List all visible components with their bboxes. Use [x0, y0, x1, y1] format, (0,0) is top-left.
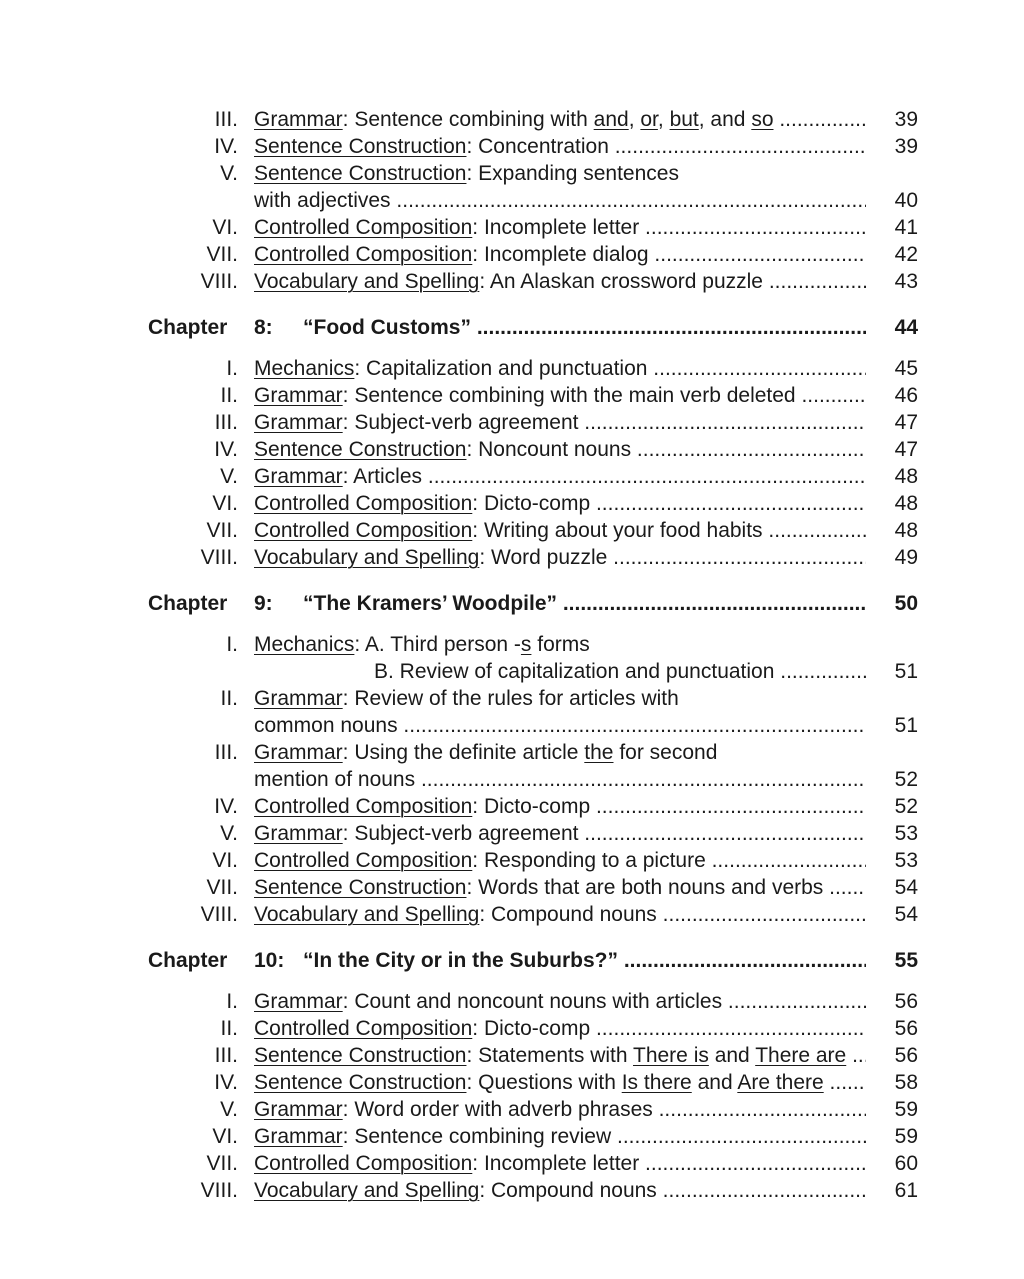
underlined-term: Grammar [254, 1098, 343, 1121]
entry-text-part: : An Alaskan crossword puzzle [479, 270, 763, 293]
underlined-term: Sentence Construction [254, 876, 467, 899]
dot-leader [590, 1017, 866, 1040]
dot-leader [824, 1071, 866, 1094]
page-number: 58 [894, 1071, 918, 1094]
entry-text-part: : Incomplete letter [472, 216, 640, 239]
entry-text-part: : Articles [342, 465, 423, 488]
section-number: VIII. [200, 546, 238, 569]
dot-leader [415, 768, 866, 791]
entry-text-part: : Sentence combining review [342, 1125, 612, 1148]
underlined-term: Grammar [254, 108, 343, 131]
entry-text-part: common nouns [254, 714, 398, 737]
section-number: VII. [206, 243, 238, 266]
entry-text-part: : Statements with [466, 1044, 633, 1067]
section-number: VII. [206, 1152, 238, 1175]
section-number: V. [220, 465, 238, 488]
chapter-title: “Food Customs” [303, 316, 471, 339]
section-number: II. [220, 1017, 238, 1040]
page-number: 48 [894, 465, 918, 488]
underlined-term: Grammar [254, 411, 343, 434]
entry-text-part: : Sentence combining with [342, 108, 594, 131]
chapter-heading [0, 314, 1024, 341]
entry-text-part: for second [613, 741, 718, 764]
dot-leader [774, 660, 866, 683]
page-number: 48 [894, 519, 918, 542]
page-number: 39 [894, 135, 918, 158]
dot-leader [774, 108, 867, 131]
entry-text-part: : Concentration [466, 135, 609, 158]
toc-entry [0, 1123, 1024, 1150]
chapter-title-line [303, 314, 866, 341]
entry-text [254, 739, 866, 766]
toc-entry [0, 133, 1024, 160]
entry-text [254, 1123, 866, 1150]
dot-leader [796, 384, 866, 407]
dot-leader [763, 270, 866, 293]
toc-entry [0, 739, 1024, 766]
underlined-term: There are [755, 1044, 847, 1067]
chapter-number: 8: [254, 316, 273, 339]
chapter-label: Chapter [148, 592, 228, 615]
underlined-term: s [520, 633, 532, 656]
page-number: 41 [894, 216, 918, 239]
section-number: VI. [212, 1125, 238, 1148]
page-number: 55 [894, 949, 918, 972]
chapter-heading [0, 947, 1024, 974]
underlined-term: Sentence Construction [254, 162, 467, 185]
entry-text [254, 820, 866, 847]
dot-leader [607, 546, 866, 569]
entry-text [254, 1177, 866, 1204]
toc-entry [0, 241, 1024, 268]
dot-leader [618, 949, 866, 972]
entry-text [254, 874, 866, 901]
toc-entry [0, 355, 1024, 382]
entry-text [254, 1015, 866, 1042]
chapter-title: “The Kramers’ Woodpile” [303, 592, 557, 615]
entry-text [254, 187, 866, 214]
section-number: VIII. [200, 270, 238, 293]
toc-entry [0, 874, 1024, 901]
toc-entry [0, 847, 1024, 874]
toc-entry [0, 436, 1024, 463]
dot-leader [846, 1044, 866, 1067]
table-of-contents [0, 106, 1024, 1204]
entry-text [254, 766, 866, 793]
dot-leader [578, 411, 866, 434]
entry-text-part: with adjectives [254, 189, 391, 212]
entry-text-part: : Using the definite article [342, 741, 585, 764]
page-number: 59 [894, 1098, 918, 1121]
entry-text-part: : Compound nouns [479, 1179, 657, 1202]
entry-text [254, 241, 866, 268]
page-number: 46 [894, 384, 918, 407]
section-number: VI. [212, 216, 238, 239]
chapter-number: 10: [254, 949, 285, 972]
entry-text [254, 631, 866, 658]
entry-text-part: : Word puzzle [479, 546, 608, 569]
entry-text [254, 160, 866, 187]
entry-text [254, 463, 866, 490]
underlined-term: Mechanics [254, 633, 355, 656]
page-number: 52 [894, 768, 918, 791]
page-number: 42 [894, 243, 918, 266]
underlined-term: Vocabulary and Spelling [254, 1179, 480, 1202]
underlined-term: Vocabulary and Spelling [254, 270, 480, 293]
page-number: 56 [894, 1044, 918, 1067]
section-number: III. [214, 1044, 238, 1067]
toc-entry [0, 214, 1024, 241]
toc-entry [0, 268, 1024, 295]
entry-text [254, 436, 866, 463]
entry-text [254, 1096, 866, 1123]
underlined-term: so [751, 108, 774, 131]
page-number: 49 [894, 546, 918, 569]
entry-text-part: : Subject-verb agreement [342, 411, 579, 434]
page-number: 59 [894, 1125, 918, 1148]
toc-entry [0, 766, 1024, 793]
underlined-term: Controlled Composition [254, 492, 473, 515]
section-number: III. [214, 741, 238, 764]
section-number: VII. [206, 876, 238, 899]
section-number: IV. [214, 438, 238, 461]
toc-entry [0, 544, 1024, 571]
toc-entry [0, 1069, 1024, 1096]
entry-text [254, 1042, 866, 1069]
entry-text [254, 685, 866, 712]
entry-text [254, 1069, 866, 1096]
toc-entry [0, 409, 1024, 436]
underlined-term: Controlled Composition [254, 1017, 473, 1040]
entry-text-part: , [657, 108, 670, 131]
underlined-term: Controlled Composition [254, 216, 473, 239]
page-number: 56 [894, 990, 918, 1013]
toc-entry [0, 517, 1024, 544]
entry-text-part: B. Review of capitalization and punctuation [374, 660, 775, 683]
entry-text [254, 382, 866, 409]
entry-text-part: : Dicto-comp [472, 795, 591, 818]
chapter-title-line [303, 590, 866, 617]
underlined-term: but [669, 108, 699, 131]
underlined-term: Grammar [254, 990, 343, 1013]
entry-text [254, 490, 866, 517]
toc-entry [0, 1150, 1024, 1177]
toc-entry [0, 901, 1024, 928]
page-number: 48 [894, 492, 918, 515]
underlined-term: Grammar [254, 741, 343, 764]
section-number: V. [220, 162, 238, 185]
underlined-term: Is there [621, 1071, 692, 1094]
entry-text [254, 268, 866, 295]
underlined-term: Controlled Composition [254, 795, 473, 818]
underlined-term: Grammar [254, 384, 343, 407]
toc-entry [0, 382, 1024, 409]
chapter-label: Chapter [148, 949, 228, 972]
dot-leader [557, 592, 866, 615]
toc-entry [0, 187, 1024, 214]
section-number: I. [226, 357, 238, 380]
entry-text-part: and [691, 1071, 738, 1094]
entry-text-part: : Noncount nouns [466, 438, 632, 461]
dot-leader [398, 714, 866, 737]
entry-text-part: : Words that are both nouns and verbs [466, 876, 824, 899]
dot-leader [649, 243, 866, 266]
page-number: 40 [894, 189, 918, 212]
dot-leader [763, 519, 866, 542]
underlined-term: Controlled Composition [254, 243, 473, 266]
entry-text-part: : Compound nouns [479, 903, 657, 926]
section-number: I. [226, 990, 238, 1013]
page-number: 47 [894, 438, 918, 461]
section-number: I. [226, 633, 238, 656]
dot-leader [647, 357, 866, 380]
section-number: VI. [212, 492, 238, 515]
dot-leader [639, 1152, 866, 1175]
section-number: IV. [214, 1071, 238, 1094]
section-number: IV. [214, 795, 238, 818]
entry-text-part: : Writing about your food habits [472, 519, 763, 542]
page-number: 51 [894, 660, 918, 683]
underlined-term: Controlled Composition [254, 1152, 473, 1175]
dot-leader [706, 849, 866, 872]
entry-text [254, 409, 866, 436]
page-number: 60 [894, 1152, 918, 1175]
page-number: 52 [894, 795, 918, 818]
page-number: 54 [894, 903, 918, 926]
underlined-term: Vocabulary and Spelling [254, 903, 480, 926]
dot-leader [631, 438, 866, 461]
section-number: V. [220, 822, 238, 845]
underlined-term: Sentence Construction [254, 1071, 467, 1094]
page-number: 61 [894, 1179, 918, 1202]
dot-leader [578, 822, 866, 845]
underlined-term: Grammar [254, 822, 343, 845]
entry-text-part: forms [531, 633, 590, 656]
dot-leader [422, 465, 866, 488]
entry-text-part: : Incomplete letter [472, 1152, 640, 1175]
entry-text-part: : Responding to a picture [472, 849, 706, 872]
underlined-term: Vocabulary and Spelling [254, 546, 480, 569]
underlined-term: Sentence Construction [254, 135, 467, 158]
section-number: VII. [206, 519, 238, 542]
entry-text [254, 106, 866, 133]
entry-text-part: : Subject-verb agreement [342, 822, 579, 845]
page-number: 53 [894, 822, 918, 845]
chapter-title: “In the City or in the Suburbs?” [303, 949, 618, 972]
entry-text-part: mention of nouns [254, 768, 416, 791]
entry-text [254, 355, 866, 382]
toc-entry [0, 1042, 1024, 1069]
page-number: 56 [894, 1017, 918, 1040]
chapter-number: 9: [254, 592, 273, 615]
entry-text [254, 847, 866, 874]
dot-leader [590, 492, 866, 515]
page-number: 45 [894, 357, 918, 380]
dot-leader [657, 1179, 866, 1202]
page-number: 39 [894, 108, 918, 131]
section-number: II. [220, 384, 238, 407]
page-number: 54 [894, 876, 918, 899]
entry-text-part: : Review of the rules for articles with [342, 687, 679, 710]
section-number: III. [214, 108, 238, 131]
underlined-term: Sentence Construction [254, 1044, 467, 1067]
entry-text [254, 901, 866, 928]
entry-text [254, 214, 866, 241]
page-number: 50 [894, 592, 918, 615]
toc-entry [0, 685, 1024, 712]
dot-leader [657, 903, 866, 926]
entry-text-part: : Expanding sentences [466, 162, 679, 185]
underlined-term: Sentence Construction [254, 438, 467, 461]
underlined-term: or [640, 108, 658, 131]
page-number: 53 [894, 849, 918, 872]
underlined-term: Grammar [254, 1125, 343, 1148]
dot-leader [611, 1125, 866, 1148]
entry-text [254, 517, 866, 544]
chapter-heading [0, 590, 1024, 617]
dot-leader [471, 316, 866, 339]
section-number: V. [220, 1098, 238, 1121]
dot-leader [653, 1098, 866, 1121]
toc-entry [0, 160, 1024, 187]
entry-text [254, 544, 866, 571]
toc-entry [0, 631, 1024, 658]
entry-text-part: : Sentence combining with the main verb deleted [342, 384, 796, 407]
entry-text [254, 1150, 866, 1177]
toc-entry [0, 463, 1024, 490]
entry-text-part: , [628, 108, 641, 131]
page-number: 44 [894, 316, 918, 339]
underlined-term: and [593, 108, 629, 131]
entry-text [374, 658, 866, 685]
entry-text [254, 793, 866, 820]
section-number: VIII. [200, 903, 238, 926]
toc-entry [0, 988, 1024, 1015]
page-number: 43 [894, 270, 918, 293]
entry-text-part: : Capitalization and punctuation [354, 357, 648, 380]
section-number: IV. [214, 135, 238, 158]
dot-leader [639, 216, 866, 239]
underlined-term: the [584, 741, 614, 764]
underlined-term: Are there [737, 1071, 824, 1094]
section-number: III. [214, 411, 238, 434]
dot-leader [722, 990, 866, 1013]
toc-entry [0, 490, 1024, 517]
toc-entry [0, 712, 1024, 739]
toc-entry [0, 793, 1024, 820]
entry-text-part: : Count and noncount nouns with articles [342, 990, 723, 1013]
underlined-term: Controlled Composition [254, 849, 473, 872]
toc-entry [0, 820, 1024, 847]
underlined-term: There is [633, 1044, 709, 1067]
section-number: VI. [212, 849, 238, 872]
toc-entry [0, 1015, 1024, 1042]
entry-text [254, 988, 866, 1015]
chapter-title-line [303, 947, 866, 974]
underlined-term: Grammar [254, 687, 343, 710]
section-number: II. [220, 687, 238, 710]
entry-text-part: , and [698, 108, 752, 131]
entry-text-part: : Word order with adverb phrases [342, 1098, 653, 1121]
toc-entry [0, 1177, 1024, 1204]
page-number: 47 [894, 411, 918, 434]
dot-leader [823, 876, 866, 899]
entry-text-part: : Questions with [466, 1071, 622, 1094]
entry-text-part: and [708, 1044, 756, 1067]
page-number: 51 [894, 714, 918, 737]
entry-text-part: : A. Third person - [354, 633, 521, 656]
entry-text-part: : Incomplete dialog [472, 243, 649, 266]
dot-leader [391, 189, 866, 212]
underlined-term: Mechanics [254, 357, 355, 380]
entry-text-part: : Dicto-comp [472, 492, 591, 515]
chapter-label: Chapter [148, 316, 228, 339]
entry-text [254, 712, 866, 739]
entry-text [254, 133, 866, 160]
underlined-term: Grammar [254, 465, 343, 488]
dot-leader [609, 135, 866, 158]
underlined-term: Controlled Composition [254, 519, 473, 542]
toc-entry [0, 1096, 1024, 1123]
entry-text-part: : Dicto-comp [472, 1017, 591, 1040]
section-number: VIII. [200, 1179, 238, 1202]
toc-entry [0, 658, 1024, 685]
toc-entry [0, 106, 1024, 133]
dot-leader [590, 795, 866, 818]
